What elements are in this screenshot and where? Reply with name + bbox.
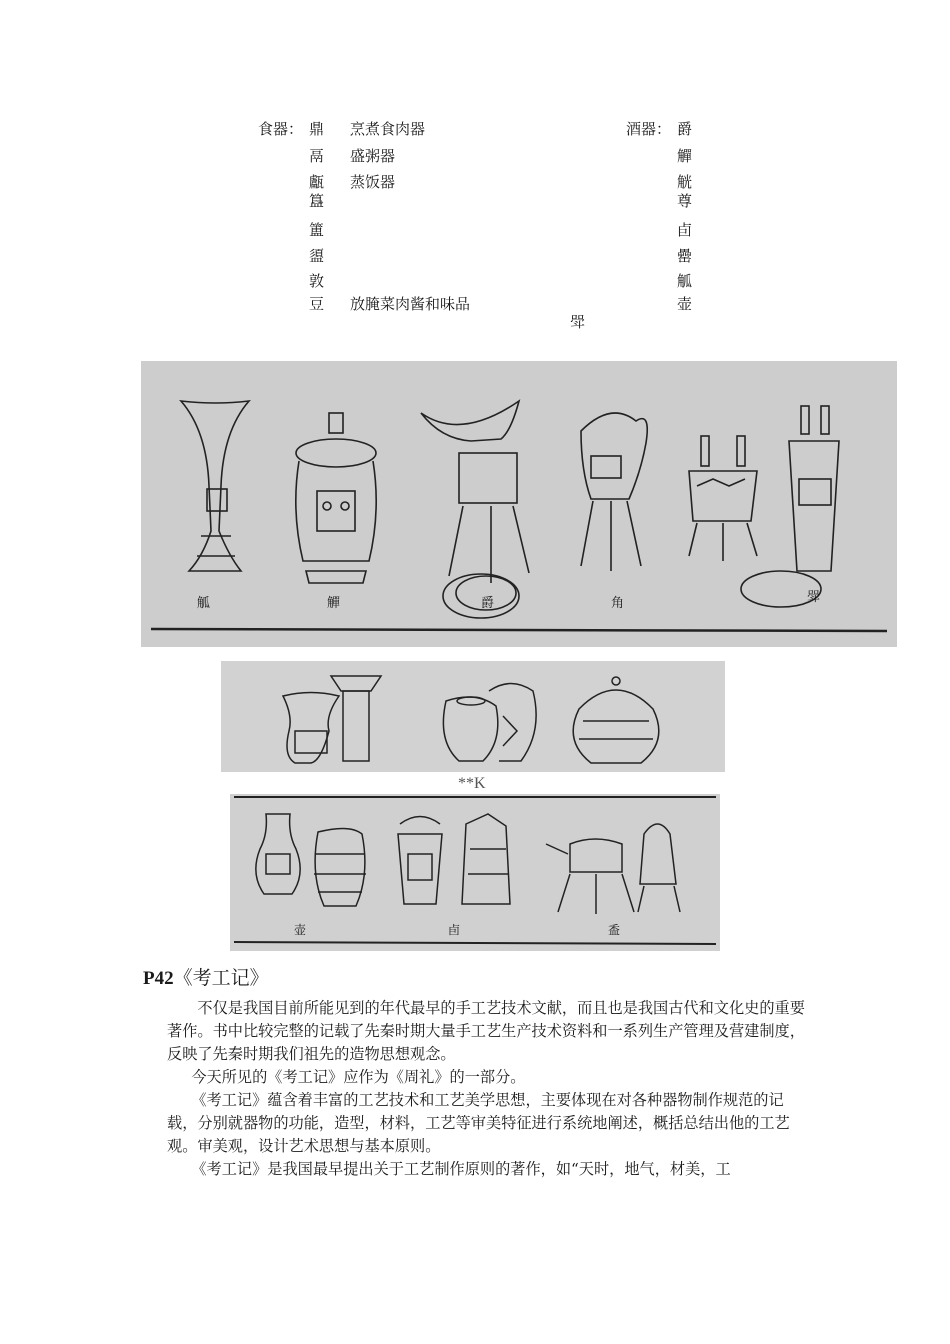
page-reference: P42 xyxy=(143,968,174,989)
wine-item-gong: 觥 xyxy=(677,173,693,191)
vessel-zun-drawing xyxy=(283,676,381,763)
wine-item-jue: 爵 xyxy=(677,120,693,138)
figure-wine-vessels xyxy=(141,361,897,647)
figure-caption: **K xyxy=(458,775,486,792)
food-item-dui: 敦 xyxy=(309,272,325,290)
paragraph-1: 不仅是我国目前所能见到的年代最早的手工艺技术文献，而且也是我国古代和文化史的重要著作。书中比较完整的记载了先秦时期大量手工艺生产技术资料和一系列生产管理及营建制度，反映了先秦时期我们祖先的造物思想观念。 xyxy=(167,999,805,1063)
label-jiao: 角 xyxy=(611,596,625,611)
wine-item-zhi: 觶 xyxy=(677,147,693,165)
wine-item-lei: 罍 xyxy=(677,247,693,265)
paragraph-2: 今天所见的《考工记》应作为《周礼》的一部分。 xyxy=(191,1068,526,1086)
paragraph-4: 《考工记》是我国最早提出关于工艺制作原则的著作，如“天时，地气，材美，工 xyxy=(191,1160,731,1178)
figure-zun-lei xyxy=(221,661,725,772)
paragraph-3: 《考工记》蕴含着丰富的工艺技术和工艺美学思想，主要体现在对各种器物制作规范的记载，分别就器物的功能，造型，材料，工艺等审美特征进行系统地阐述，概括总结出他的工艺观。审美观，设计艺术思想与基本原则。 xyxy=(167,1091,790,1155)
food-item-ding: 鼎 xyxy=(309,120,325,138)
label-hu: 壶 xyxy=(294,923,307,937)
wine-item-jia: 斝 xyxy=(570,313,586,331)
vessel-gu-drawing xyxy=(181,401,249,571)
figure-hu-you-he xyxy=(230,794,720,951)
vessel-hu-drawing xyxy=(256,814,366,906)
vessel-you2-drawing xyxy=(398,814,510,904)
food-vessels-label: 食器： xyxy=(258,120,304,138)
label-you: 卣 xyxy=(448,923,461,937)
food-item-yan: 甗 xyxy=(309,173,325,191)
food-item-li: 鬲 xyxy=(309,147,325,165)
wine-vessels-label: 酒器： xyxy=(626,120,672,138)
food-item-dou-use: 放腌菜肉酱和味品 xyxy=(350,295,471,313)
label-jia: 斝 xyxy=(807,590,821,605)
vessel-lei-drawing xyxy=(443,684,536,762)
label-zhi: 觶 xyxy=(327,596,341,611)
food-item-gui: 簋 xyxy=(309,192,325,210)
vessel-zhi-drawing xyxy=(296,413,376,583)
food-item-xu: 盨 xyxy=(309,247,325,265)
vessel-you-drawing xyxy=(573,677,659,763)
vessel-jia-drawing xyxy=(689,406,839,607)
vessel-he-drawing xyxy=(546,824,680,914)
section-title: 《考工记》 xyxy=(173,967,269,989)
food-item-fu: 簠 xyxy=(309,221,325,239)
label-he: 盉 xyxy=(608,923,621,937)
food-item-li-use: 盛粥器 xyxy=(350,147,396,165)
wine-item-you: 卣 xyxy=(677,221,693,239)
wine-item-zun: 尊 xyxy=(677,192,693,210)
label-jue: 爵 xyxy=(481,596,495,611)
food-item-yan-use: 蒸饭器 xyxy=(350,173,396,191)
food-item-ding-use: 烹煮食肉器 xyxy=(350,120,426,138)
vessel-jiao-drawing xyxy=(581,413,647,571)
vessel-jue-drawing xyxy=(421,401,529,618)
label-gu: 觚 xyxy=(197,596,211,611)
section-heading xyxy=(143,966,269,991)
wine-item-gu: 觚 xyxy=(677,272,693,290)
wine-item-hu: 壶 xyxy=(677,295,693,313)
food-item-dou: 豆 xyxy=(309,295,325,313)
